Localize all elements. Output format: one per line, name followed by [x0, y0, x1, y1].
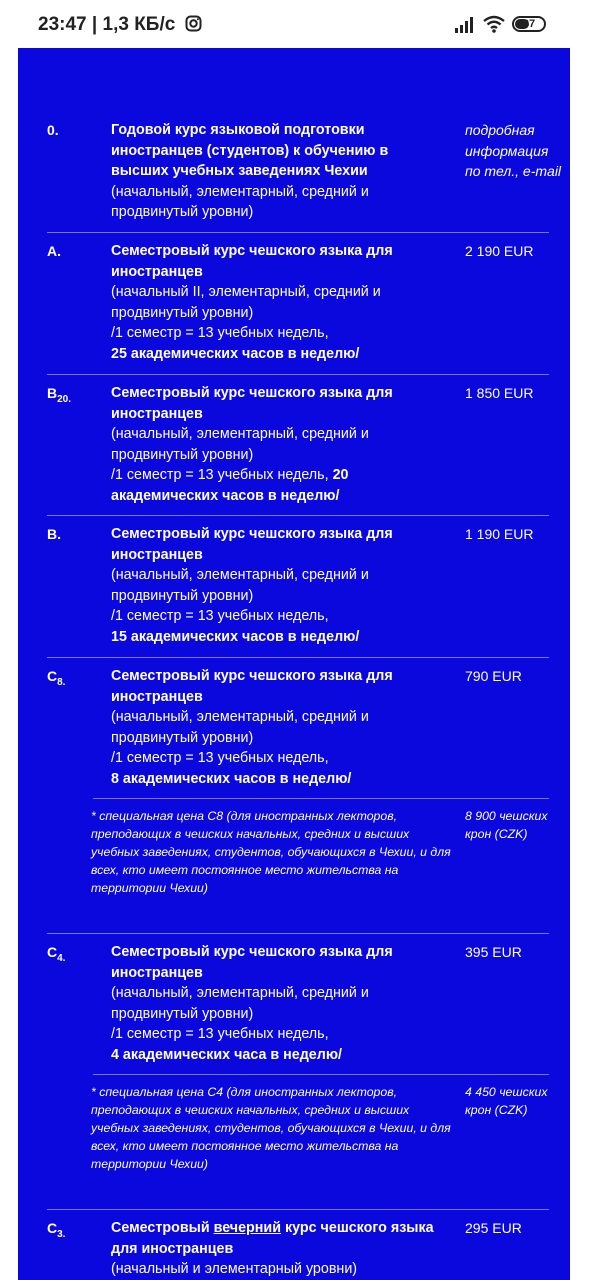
- status-time: 23:47: [38, 14, 87, 35]
- course-description: [111, 241, 441, 364]
- row-divider: [47, 232, 549, 233]
- course-description: [111, 383, 441, 506]
- status-icons: [454, 14, 556, 38]
- battery-icon: [512, 16, 546, 32]
- course-levels: (начальный, элементарный, средний и продвинутый уровни): [111, 426, 369, 463]
- course-title: [111, 1220, 434, 1257]
- course-semester: /1 семестр = 13 учебных недель,: [111, 467, 329, 483]
- course-description: [111, 524, 441, 647]
- course-description: [111, 942, 441, 1065]
- course-levels: (начальный и элементарный уровни): [111, 1261, 358, 1277]
- course-title: Семестровый курс чешского языка для иностранцев: [111, 526, 393, 563]
- course-description: [111, 666, 441, 789]
- row-divider: [47, 657, 549, 658]
- course-code: [47, 942, 65, 969]
- course-hours: 20 академических часов в неделю/: [111, 467, 349, 504]
- course-title: Семестровый курс чешского языка для иностранцев: [111, 243, 393, 280]
- special-price: 4 450 чешских крон (CZK): [465, 1085, 548, 1117]
- course-code-letter: C: [47, 1220, 58, 1236]
- course-title: Семестровый курс чешского языка для иностранцев: [111, 944, 393, 981]
- course-semester: /1 семестр = 13 учебных недель,: [111, 325, 329, 341]
- course-price: 295 EUR: [465, 1220, 522, 1236]
- course-description: [111, 120, 441, 223]
- course-title: Годовой курс языковой подготовки иностранцев (студентов) к обучению в высших учебных заведениях Чехии: [111, 122, 389, 179]
- course-code: [47, 1218, 65, 1245]
- course-code-sub: 3.: [57, 1229, 66, 1240]
- note-divider: [93, 798, 549, 799]
- note-divider: [93, 1074, 549, 1075]
- row-divider: [47, 1209, 549, 1210]
- course-title-evening: вечерний: [213, 1220, 282, 1236]
- course-title: Семестровый курс чешского языка для иностранцев: [111, 385, 393, 422]
- row-divider: [47, 374, 549, 375]
- status-speed: 1,3 КБ/с: [102, 14, 176, 35]
- wifi-icon: [482, 14, 506, 34]
- course-code: 0.: [47, 122, 59, 138]
- course-code-sub: 4.: [57, 953, 66, 964]
- status-time-speed: [38, 14, 202, 36]
- course-levels: (начальный, элементарный, средний и продвинутый уровни): [111, 183, 369, 220]
- course-code: A.: [47, 243, 61, 259]
- course-price: 2 190 EUR: [465, 243, 534, 259]
- course-levels: (начальный, элементарный, средний и продвинутый уровни): [111, 709, 369, 746]
- course-code: [47, 383, 71, 410]
- course-price: 1 190 EUR: [465, 526, 534, 542]
- row-divider: [47, 933, 549, 934]
- course-levels: (начальный, элементарный, средний и продвинутый уровни): [111, 985, 369, 1022]
- course-code-sub: 8.: [57, 677, 66, 688]
- course-title: Семестровый курс чешского языка для иностранцев: [111, 668, 393, 705]
- course-price-list: [18, 48, 570, 1280]
- course-price: 395 EUR: [465, 944, 522, 960]
- course-code-sub: 20.: [57, 394, 72, 405]
- course-hours: 15 академических часов в неделю/: [111, 628, 360, 645]
- special-price-note: * специальная цена C4 (для иностранных лекторов, преподающих в чешских начальных, средних и высших учебных заведениях, студентов, обучающихся в Чехии, и для всех, кто имеет постоянное место жительства на территории Чехии): [91, 1085, 451, 1171]
- course-title-end: курс чешского языка для иностранцев: [111, 1220, 434, 1257]
- course-semester: /1 семестр = 13 учебных недель,: [111, 750, 329, 766]
- course-hours: 8 академических часов в неделю/: [111, 770, 352, 787]
- course-semester: /1 семестр = 13 учебных недель,: [111, 608, 329, 624]
- course-description: [111, 1218, 441, 1280]
- course-levels: (начальный, элементарный, средний и продвинутый уровни): [111, 567, 369, 604]
- course-price: 790 EUR: [465, 668, 522, 684]
- course-code-letter: B: [47, 385, 58, 401]
- course-price: 1 850 EUR: [465, 385, 534, 401]
- course-hours: 25 академических часов в неделю/: [111, 345, 360, 362]
- course-title-start: Семестровый: [111, 1220, 214, 1236]
- row-divider: [47, 515, 549, 516]
- battery-level: 37: [522, 18, 536, 30]
- course-price: подробная информация по тел., e-mail: [465, 122, 562, 179]
- course-code-letter: C: [47, 668, 58, 684]
- special-price: 8 900 чешских крон (CZK): [465, 809, 548, 841]
- special-price-note: * специальная цена C8 (для иностранных лекторов, преподающих в чешских начальных, средних и высших учебных заведениях, студентов, обучающихся в Чехии, и для всех, кто имеет постоянное место жительства на территории Чехии): [91, 809, 451, 895]
- course-code: B.: [47, 526, 61, 542]
- course-code: [47, 666, 65, 693]
- signal-icon: [454, 14, 476, 34]
- course-semester: /1 семестр = 13 учебных недель,: [111, 1026, 329, 1042]
- instagram-icon: [185, 15, 202, 32]
- status-separator: |: [91, 14, 103, 35]
- status-bar: [0, 0, 590, 48]
- course-levels: (начальный II, элементарный, средний и продвинутый уровни): [111, 284, 381, 321]
- course-hours: 4 академических часа в неделю/: [111, 1046, 343, 1063]
- course-code-letter: C: [47, 944, 58, 960]
